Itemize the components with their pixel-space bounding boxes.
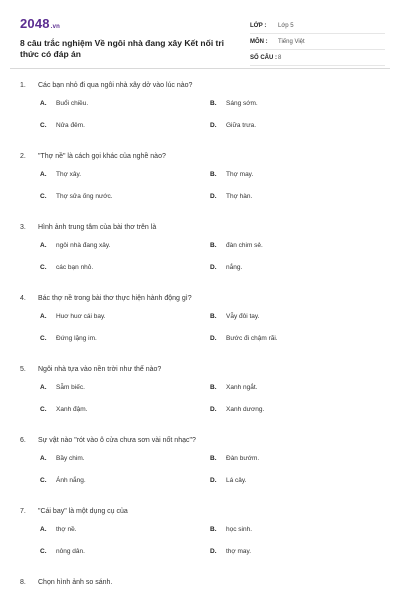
meta-label: MÔN : — [250, 38, 268, 45]
option-text: Giữa trưa. — [226, 122, 257, 129]
option-text: nông dân. — [56, 548, 85, 555]
option-a[interactable] — [40, 526, 77, 533]
question-number: 6. — [20, 437, 26, 444]
question-text — [20, 80, 380, 92]
option-letter: A. — [40, 313, 47, 320]
question-number: 8. — [20, 579, 26, 586]
option-c[interactable] — [40, 548, 85, 555]
option-text: Vẫy đôi tay. — [226, 313, 260, 320]
option-c[interactable] — [40, 122, 85, 129]
question-text — [20, 506, 380, 518]
option-text: Buổi chiều. — [56, 100, 89, 107]
option-letter: B. — [210, 526, 217, 533]
question-7 — [20, 506, 380, 570]
meta-value: 8 — [278, 54, 282, 61]
option-text: Huơ huơ cái bay. — [56, 313, 106, 320]
option-letter: D. — [210, 406, 217, 413]
meta-value: Lớp 5 — [278, 22, 294, 29]
question-text — [20, 293, 380, 305]
meta-row-subject — [250, 34, 385, 50]
option-b[interactable] — [210, 100, 258, 107]
option-letter: B. — [210, 171, 217, 178]
option-text: Xanh đậm. — [56, 406, 88, 413]
question-number: 2. — [20, 153, 26, 160]
option-a[interactable] — [40, 455, 85, 462]
option-letter: D. — [210, 477, 217, 484]
options — [20, 313, 380, 357]
question-text — [20, 435, 380, 447]
options — [20, 242, 380, 286]
option-letter: B. — [210, 455, 217, 462]
meta-table — [250, 18, 385, 66]
option-text: Thợ sửa ống nước. — [56, 193, 113, 200]
option-b[interactable] — [210, 171, 253, 178]
option-text: Xanh dương. — [226, 406, 265, 413]
option-letter: D. — [210, 264, 217, 271]
option-a[interactable] — [40, 171, 81, 178]
option-c[interactable] — [40, 406, 87, 413]
meta-row-class — [250, 18, 385, 34]
site-logo[interactable] — [20, 16, 60, 31]
option-text: các bạn nhỏ. — [56, 264, 94, 271]
option-text: Sáng sớm. — [226, 100, 258, 107]
question-5 — [20, 364, 380, 428]
option-a[interactable] — [40, 313, 106, 320]
question-prompt: Bác thợ nề trong bài thơ thực hiện hành động gì? — [38, 295, 192, 302]
option-a[interactable] — [40, 242, 110, 249]
option-b[interactable] — [210, 242, 263, 249]
option-letter: C. — [40, 193, 47, 200]
option-d[interactable] — [210, 264, 242, 271]
option-text: đàn chim sẻ. — [226, 242, 263, 249]
option-d[interactable] — [210, 548, 251, 555]
question-text — [20, 577, 380, 589]
options — [20, 171, 380, 215]
option-b[interactable] — [210, 526, 252, 533]
option-d[interactable] — [210, 335, 278, 342]
question-8 — [20, 577, 380, 589]
question-4 — [20, 293, 380, 357]
option-letter: A. — [40, 384, 47, 391]
option-text: Nửa đêm. — [56, 122, 85, 129]
option-letter: C. — [40, 335, 47, 342]
question-prompt: Các bạn nhỏ đi qua ngôi nhà xây dở vào lúc nào? — [38, 82, 193, 89]
option-c[interactable] — [40, 264, 93, 271]
option-letter: D. — [210, 548, 217, 555]
option-letter: A. — [40, 526, 47, 533]
options — [20, 100, 380, 144]
option-text: ngôi nhà đang xây. — [56, 242, 111, 249]
question-prompt: "Thợ nề" là cách gọi khác của nghề nào? — [38, 153, 166, 160]
question-number: 4. — [20, 295, 26, 302]
option-letter: C. — [40, 477, 47, 484]
option-letter: C. — [40, 548, 47, 555]
option-letter: D. — [210, 193, 217, 200]
option-letter: D. — [210, 335, 217, 342]
logo-suffix: .vn — [50, 24, 61, 30]
question-text — [20, 151, 380, 163]
option-text: Bầy chim. — [56, 455, 85, 462]
options — [20, 455, 380, 499]
option-letter: C. — [40, 264, 47, 271]
option-letter: D. — [210, 122, 217, 129]
option-d[interactable] — [210, 406, 264, 413]
option-letter: B. — [210, 242, 217, 249]
question-text — [20, 222, 380, 234]
page-title: 8 câu trắc nghiệm Về ngôi nhà đang xây Kết nối tri thức có đáp án — [20, 38, 225, 59]
option-text: nắng. — [226, 264, 243, 271]
option-d[interactable] — [210, 122, 256, 129]
option-text: học sinh. — [226, 526, 253, 533]
option-letter: A. — [40, 100, 47, 107]
question-2 — [20, 151, 380, 215]
option-d[interactable] — [210, 477, 246, 484]
option-text: Sẫm biếc. — [56, 384, 85, 391]
option-letter: A. — [40, 455, 47, 462]
option-b[interactable] — [210, 455, 259, 462]
question-3 — [20, 222, 380, 286]
options — [20, 526, 380, 570]
option-text: Thợ xây. — [56, 171, 82, 178]
option-letter: B. — [210, 313, 217, 320]
option-c[interactable] — [40, 193, 113, 200]
option-letter: B. — [210, 384, 217, 391]
header-divider — [10, 68, 390, 69]
question-prompt: Hình ảnh trung tâm của bài thơ trên là — [38, 224, 157, 231]
option-text: Thợ hàn. — [226, 193, 253, 200]
question-6 — [20, 435, 380, 499]
option-text: thợ nề. — [56, 526, 77, 533]
option-text: Đàn bướm. — [226, 455, 260, 462]
option-text: Đứng lặng im. — [56, 335, 97, 342]
option-text: Lá cây. — [226, 477, 247, 484]
option-text: Thợ may. — [226, 171, 254, 178]
options — [20, 384, 380, 428]
header — [20, 14, 385, 64]
meta-row-count — [250, 50, 385, 66]
option-a[interactable] — [40, 384, 85, 391]
question-number: 3. — [20, 224, 26, 231]
option-c[interactable] — [40, 335, 97, 342]
option-letter: B. — [210, 100, 217, 107]
option-letter: A. — [40, 171, 47, 178]
option-text: thợ may. — [226, 548, 252, 555]
option-c[interactable] — [40, 477, 86, 484]
option-d[interactable] — [210, 193, 252, 200]
option-letter: C. — [40, 122, 47, 129]
question-number: 5. — [20, 366, 26, 373]
option-b[interactable] — [210, 384, 257, 391]
question-prompt: Chọn hình ảnh so sánh. — [38, 579, 113, 586]
meta-label: LỚP : — [250, 22, 267, 29]
logo-text: 2048 — [20, 16, 50, 31]
option-letter: A. — [40, 242, 47, 249]
option-text: Ánh nắng. — [56, 477, 86, 484]
option-a[interactable] — [40, 100, 88, 107]
meta-label: SỐ CÂU : — [250, 54, 277, 61]
question-text — [20, 364, 380, 376]
question-1 — [20, 80, 380, 144]
question-number: 7. — [20, 508, 26, 515]
question-number: 1. — [20, 82, 26, 89]
option-text: Bước đi chậm rãi. — [226, 335, 278, 342]
question-prompt: Sự vật nào "rót vào ô cửa chưa sơn vài nốt nhạc"? — [38, 437, 196, 444]
question-prompt: "Cái bay" là một dụng cụ của — [38, 508, 128, 515]
option-letter: C. — [40, 406, 47, 413]
option-text: Xanh ngắt. — [226, 384, 258, 391]
question-prompt: Ngôi nhà tựa vào nền trời như thế nào? — [38, 366, 162, 373]
option-b[interactable] — [210, 313, 259, 320]
meta-value: Tiếng Việt — [278, 38, 305, 45]
